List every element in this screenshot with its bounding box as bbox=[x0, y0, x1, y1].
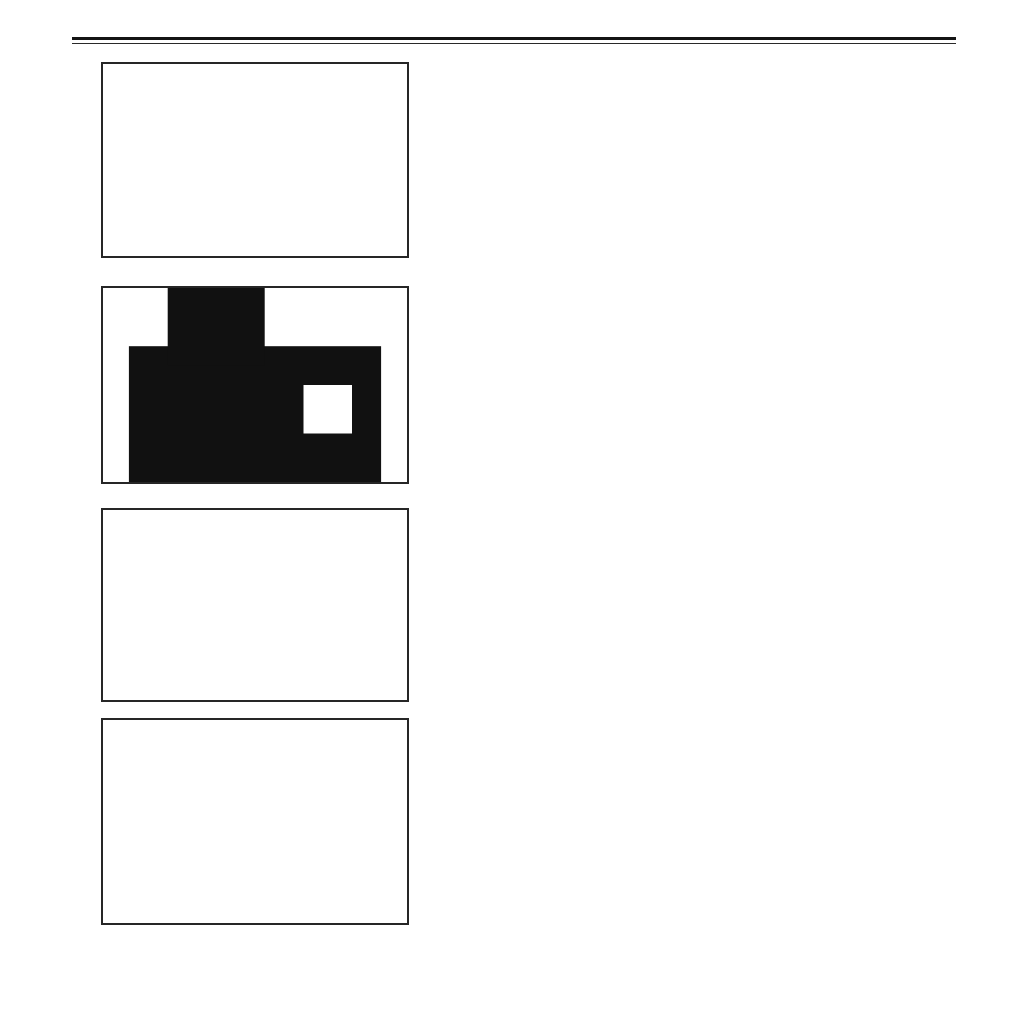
bolt-sequence-illustration bbox=[103, 510, 407, 700]
caliper-illustration bbox=[103, 720, 407, 923]
figure-bolt-sequence bbox=[101, 508, 409, 702]
header-rule bbox=[72, 37, 956, 44]
figure-bolt-measurement bbox=[101, 718, 409, 925]
fig2-corner-stamp-icon bbox=[103, 288, 407, 482]
cylinder-head-illustration bbox=[103, 64, 407, 256]
page-header bbox=[0, 17, 1024, 32]
figure-valve-lash-adjuster bbox=[101, 62, 409, 258]
figure-wire-harness bbox=[101, 286, 409, 484]
